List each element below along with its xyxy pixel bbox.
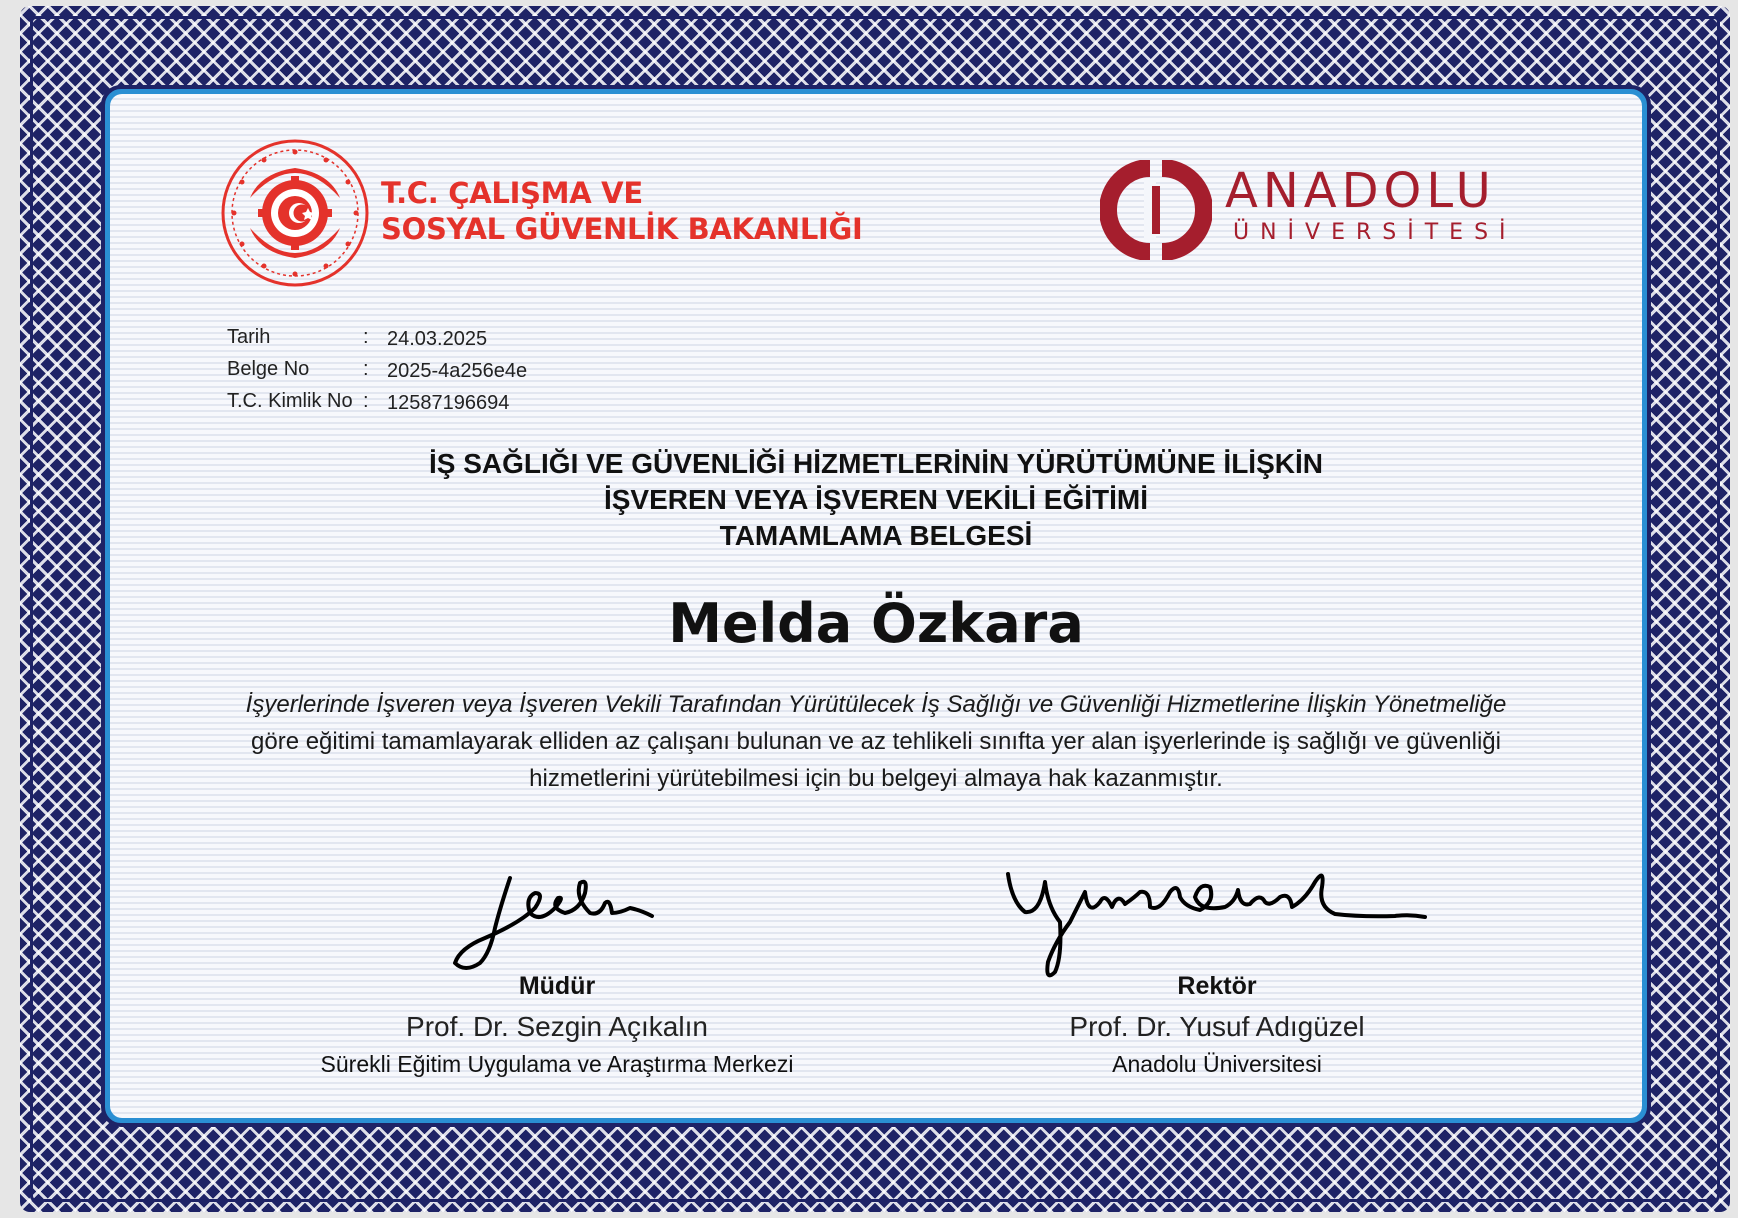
- university-name: ANADOLU: [1225, 163, 1496, 219]
- certificate-title: [110, 446, 1642, 554]
- ministry-name-line2: SOSYAL GÜVENLİK BAKANLIĞI: [381, 212, 863, 246]
- body-line2: göre eğitimi tamamlayarak elliden az çalışanı bulunan ve az tehlikeli sınıfta yer alan işyerlerinde iş sağlığı ve güvenliği: [251, 728, 1501, 755]
- director-organization: Sürekli Eğitim Uygulama ve Araştırma Merkezi: [320, 1051, 794, 1077]
- rector-name: Prof. Dr. Yusuf Adıgüzel: [1069, 1011, 1365, 1042]
- id-number-label: T.C. Kimlik No: [227, 390, 353, 412]
- rector-signature: [1000, 862, 1430, 987]
- title-line1: İŞ SAĞLIĞI VE GÜVENLİĞİ HİZMETLERİNİN YÜRÜTÜMÜNE İLİŞKİN: [429, 448, 1323, 479]
- document-number-label: Belge No: [227, 358, 310, 380]
- director-name: Prof. Dr. Sezgin Açıkalın: [406, 1011, 708, 1042]
- certificate-body: [180, 686, 1572, 797]
- date-colon: :: [363, 326, 369, 348]
- id-number-colon: :: [363, 390, 369, 412]
- title-line3: TAMAMLAMA BELGESİ: [719, 520, 1033, 551]
- date-label: Tarih: [227, 326, 271, 348]
- recipient-name: Melda Özkara: [668, 592, 1084, 655]
- director-block: [257, 970, 857, 1080]
- ministry-name: [381, 175, 862, 247]
- id-number-value: 12587196694: [387, 392, 510, 414]
- rector-block: [917, 970, 1517, 1080]
- date-value: 24.03.2025: [387, 328, 488, 350]
- title-line2: İŞVEREN VEYA İŞVEREN VEKİLİ EĞİTİMİ: [603, 484, 1149, 515]
- director-role: Müdür: [518, 972, 596, 1000]
- director-signature: [440, 868, 680, 978]
- university-subtitle: ÜNİVERSİTESİ: [1233, 220, 1517, 245]
- document-number-colon: :: [363, 358, 369, 380]
- document-number-value: 2025-4a256e4e: [387, 360, 528, 382]
- rector-organization: Anadolu Üniversitesi: [1112, 1051, 1322, 1077]
- ministry-name-line1: T.C. ÇALIŞMA VE: [381, 176, 643, 210]
- body-line1: İşyerlerinde İşveren veya İşveren Vekili Tarafından Yürütülecek İş Sağlığı ve Güvenliği Hizmetlerine İlişkin Yönetmeliğe: [245, 691, 1507, 718]
- rector-role: Rektör: [1177, 972, 1257, 1000]
- body-line3: hizmetlerini yürütebilmesi için bu belgeyi almaya hak kazanmıştır.: [529, 765, 1223, 792]
- ministry-seal-logo: [220, 138, 370, 288]
- anadolu-university-logo: [1100, 160, 1212, 260]
